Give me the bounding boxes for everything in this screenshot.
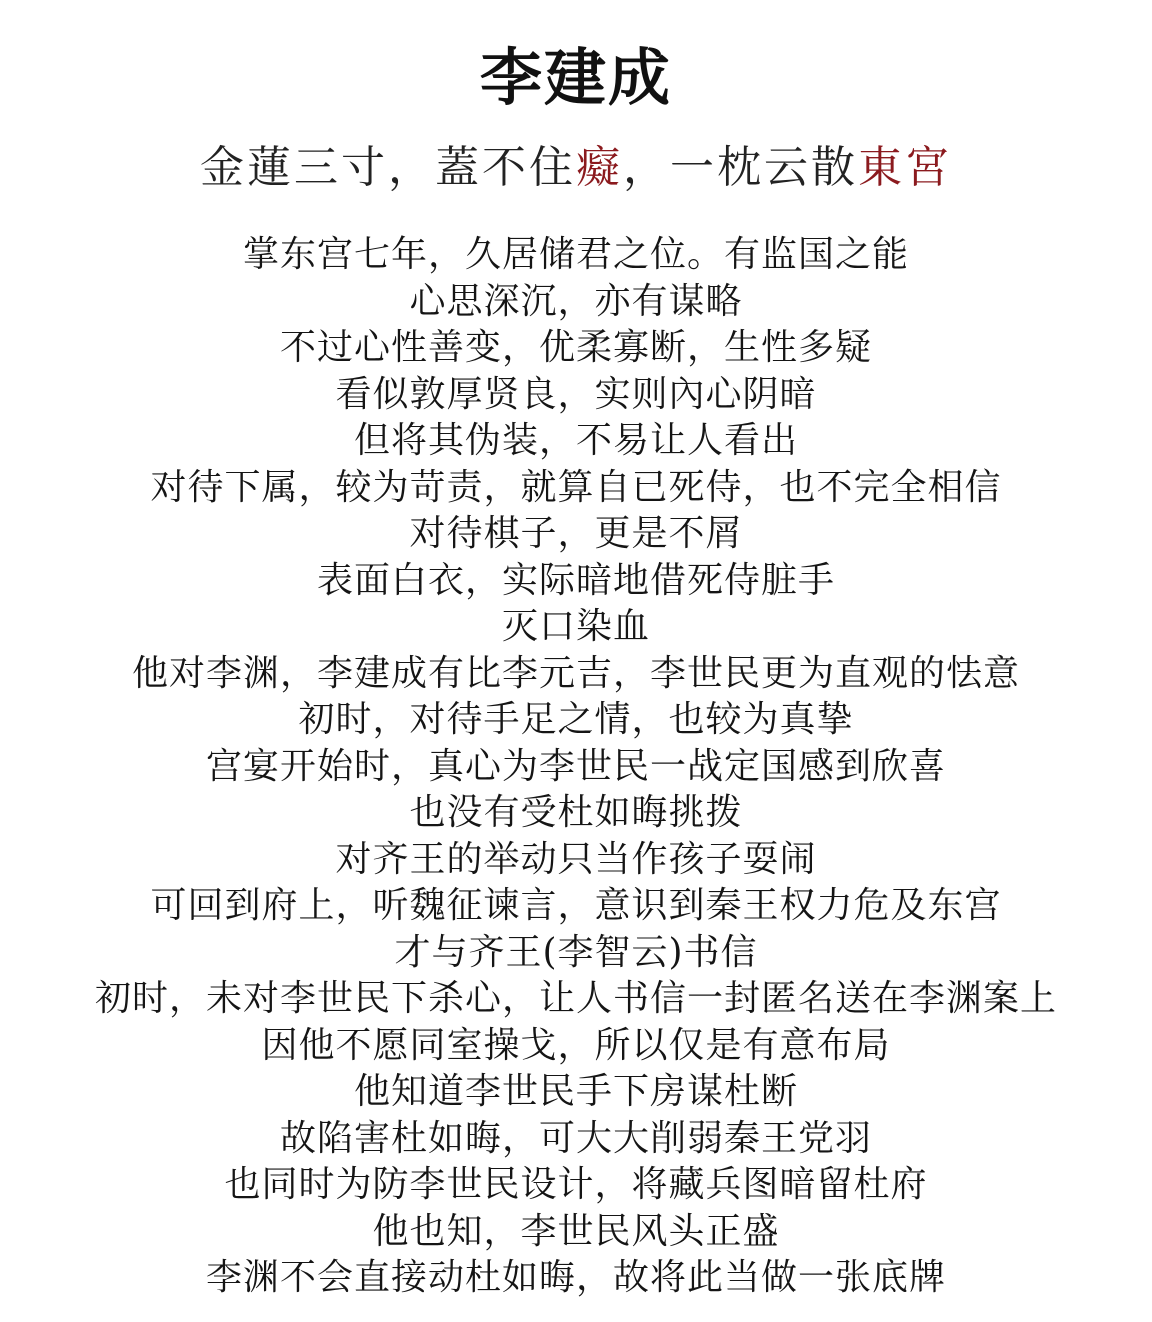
subtitle-part-1: 金蓮三寸，蓋不住 (200, 142, 576, 193)
page-title: 李建成 (479, 41, 672, 114)
text-line: 故陷害杜如晦，可大大削弱秦王党羽 (279, 1117, 872, 1159)
text-line: 李渊不会直接动杜如晦，故将此当做一张底牌 (205, 1257, 946, 1298)
text-line: 对齐王的举动只当作孩子耍闹 (335, 838, 817, 880)
text-line: 对待棋子，更是不屑 (409, 513, 743, 554)
text-line: 初时，对待手足之情，也较为真挚 (298, 699, 854, 740)
text-line: 他知道李世民手下房谋杜断 (353, 1071, 798, 1112)
text-line: 不过心性善变，优柔寡断，生性多疑 (279, 327, 872, 368)
text-line: 他也知，李世民风头正盛 (372, 1210, 780, 1252)
text-line: 初时，未对李世民下杀心，让人书信一封匿名送在李渊案上 (94, 978, 1057, 1019)
character-description (0, 232, 1152, 1302)
text-line: 表面白衣，实际暗地借死侍脏手 (316, 559, 835, 601)
text-line: 也同时为防李世民设计，将藏兵图暗留杜府 (224, 1164, 928, 1205)
subtitle-highlight-2: 東宮 (858, 142, 952, 193)
text-line: 可回到府上，听魏征谏言，意识到秦王权力危及东宫 (150, 885, 1002, 926)
text-line: 但将其伪装，不易让人看出 (353, 420, 798, 461)
text-line: 看似敦厚贤良，实则內心阴暗 (335, 373, 817, 415)
subtitle-highlight-1: 癡 (576, 142, 623, 193)
text-line: 灭口染血 (501, 606, 650, 647)
text-line: 因他不愿同室操戈，所以仅是有意布局 (261, 1024, 891, 1066)
text-line: 才与齐王(李智云)书信 (394, 931, 758, 973)
subtitle (0, 140, 1152, 196)
text-line: 他对李渊，李建成有比李元吉，李世民更为直观的怯意 (131, 652, 1020, 694)
subtitle-part-2: ，一枕云散 (623, 142, 858, 193)
text-line: 也没有受杜如晦挑拨 (409, 792, 743, 833)
text-line: 对待下属，较为苛责，就算自已死侍，也不完全相信 (150, 466, 1002, 508)
text-line: 心思深沉，亦有谋略 (409, 280, 743, 322)
text-line: 宫宴开始时，真心为李世民一战定国感到欣喜 (205, 745, 946, 787)
text-line: 掌东宫七年，久居储君之位。有监国之能 (242, 234, 909, 275)
